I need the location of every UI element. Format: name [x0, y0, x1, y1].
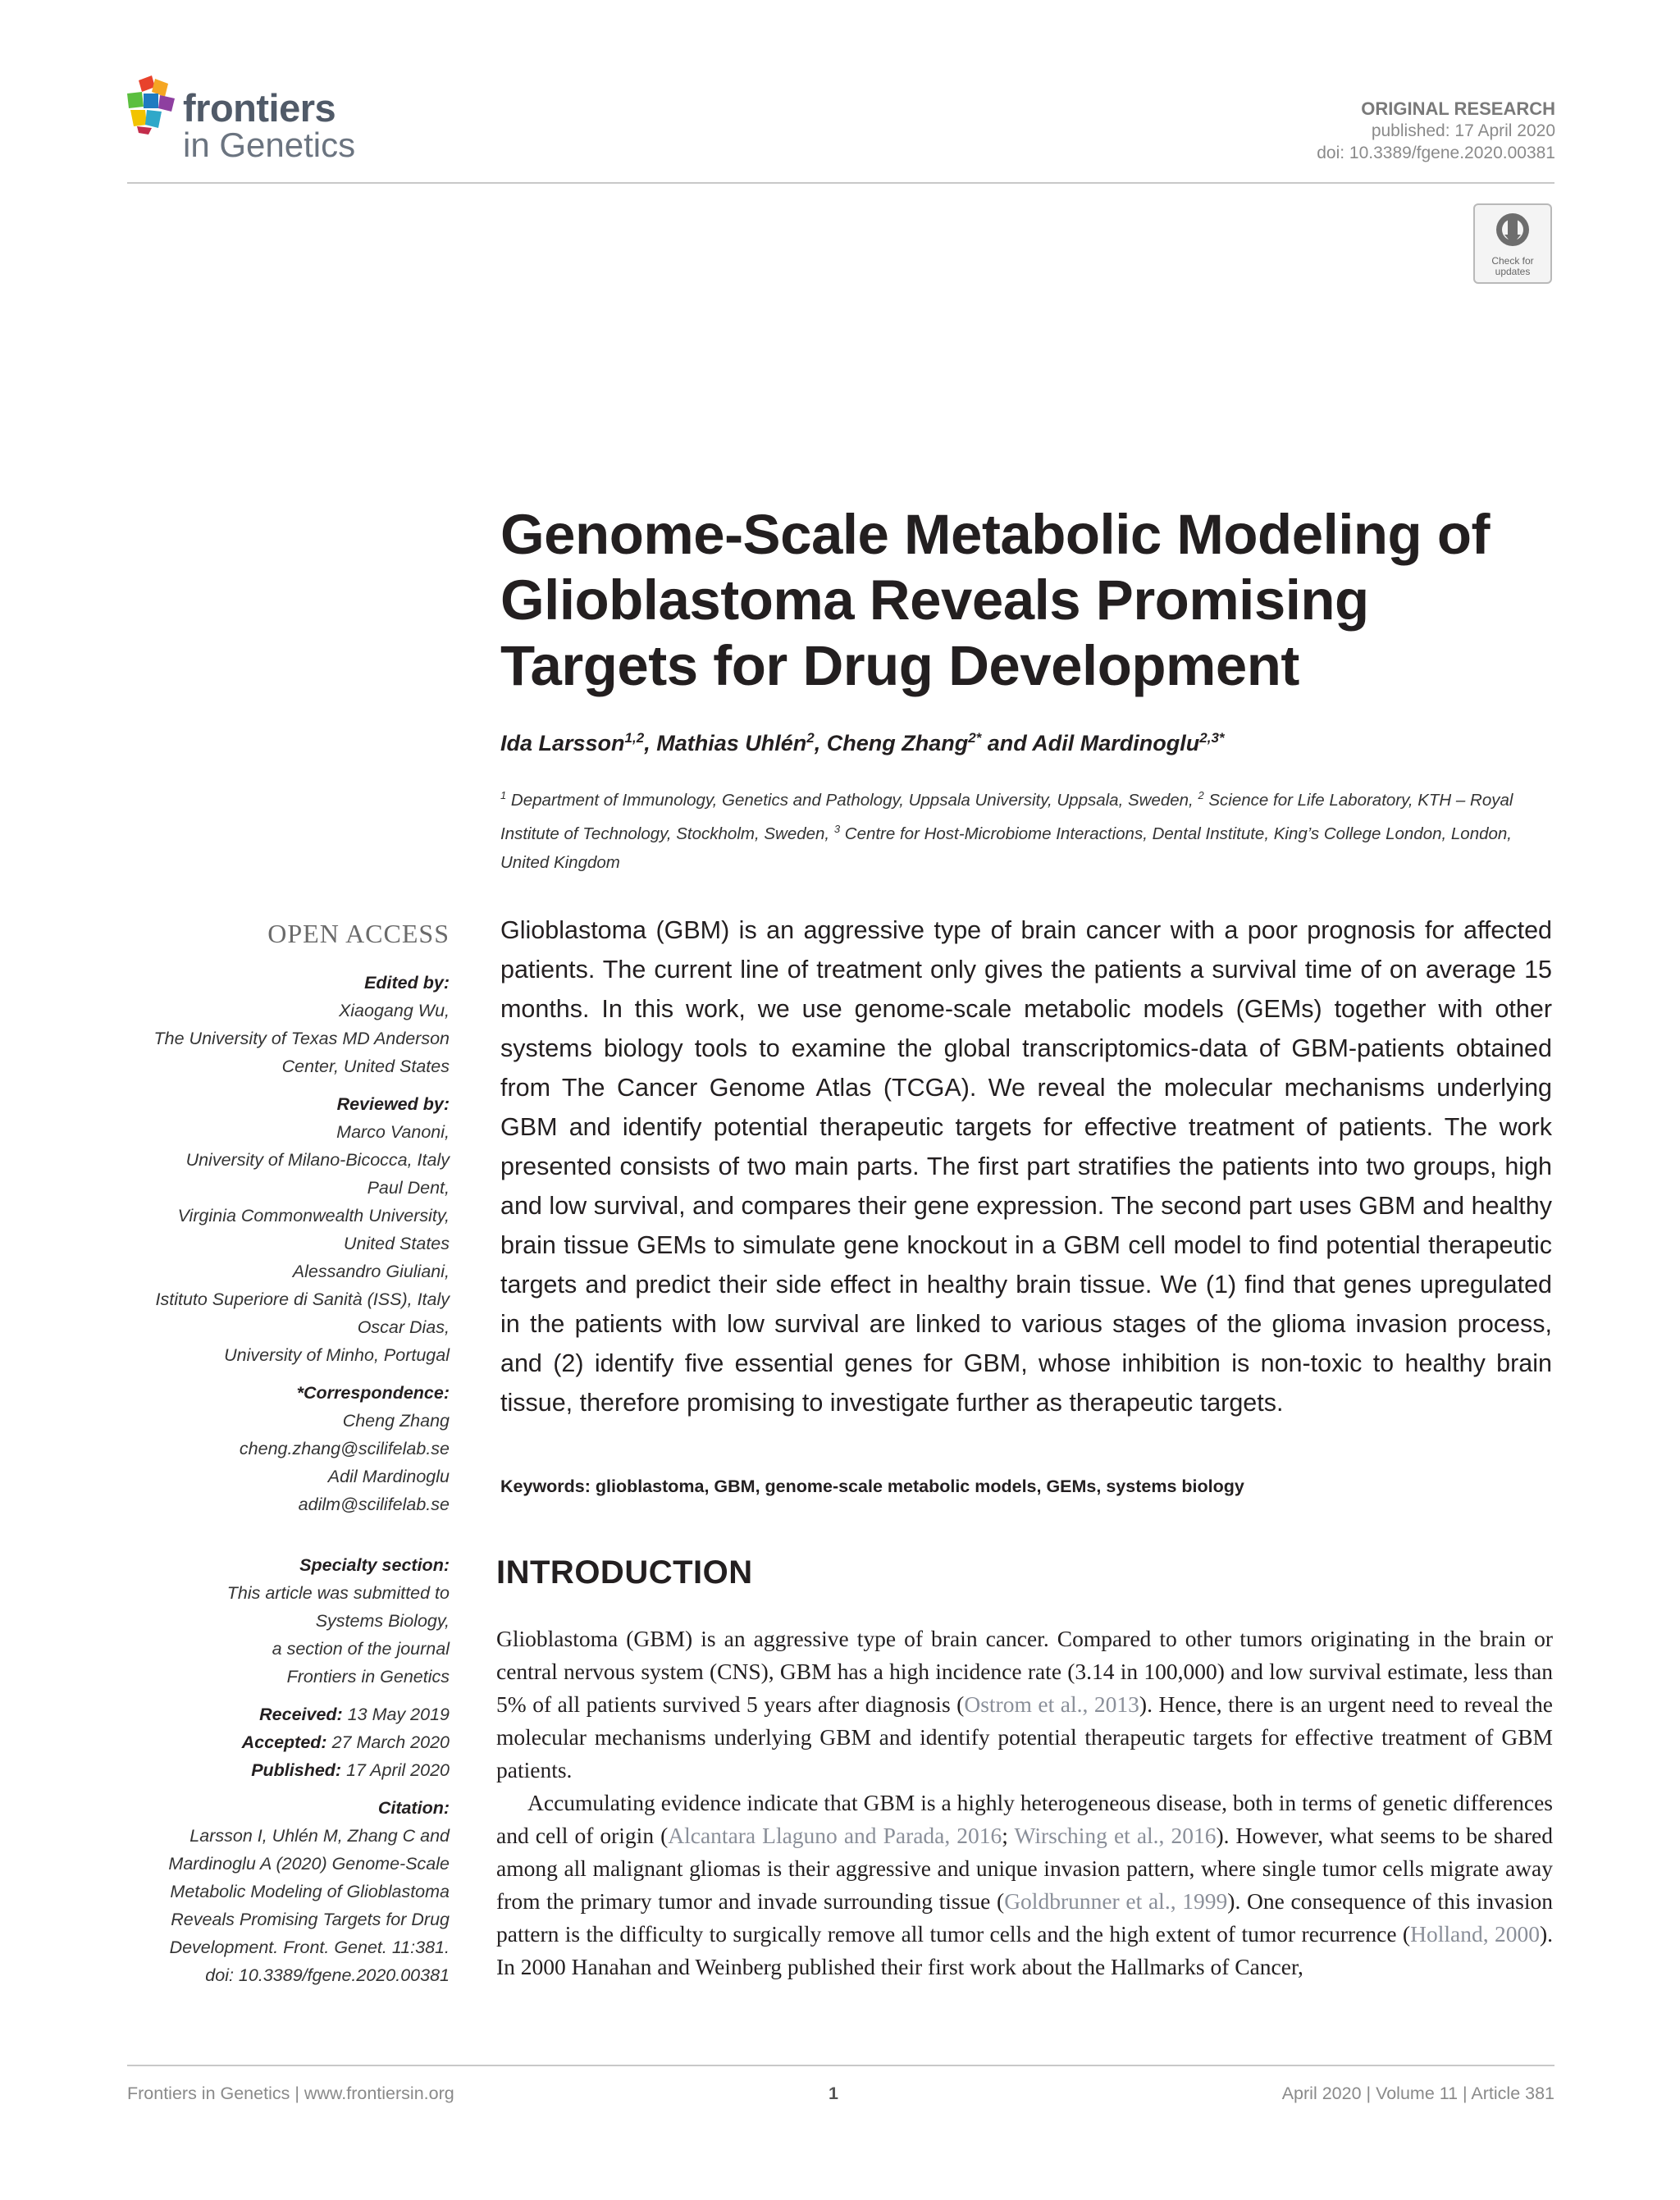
author-name[interactable]: Adil Mardinoglu: [1032, 731, 1200, 755]
specialty-section-label: Specialty section:: [299, 1555, 450, 1575]
editor-list: [123, 997, 450, 1080]
correspondence-line[interactable]: adilm@scilifelab.se: [298, 1495, 450, 1514]
reviewer-line: Marco Vanoni,: [336, 1122, 450, 1142]
reviewer-line: Alessandro Giuliani,: [292, 1262, 450, 1281]
author-affiliation-marker: 2*: [968, 730, 982, 746]
author-affiliation-marker: 1,2: [624, 730, 645, 746]
open-access-label: OPEN ACCESS: [267, 919, 450, 948]
reviewer-line: Istituto Superiore di Sanità (ISS), Italy: [155, 1289, 450, 1309]
correspondence-label: *Correspondence:: [296, 1383, 450, 1403]
citation-link[interactable]: Ostrom et al., 2013: [964, 1691, 1139, 1717]
specialty-line: a section of the journal: [272, 1639, 450, 1659]
citation-link[interactable]: Holland, 2000: [1410, 1921, 1540, 1947]
check-updates-label: Check for updates: [1491, 255, 1534, 277]
reviewer-line: Virginia Commonwealth University,: [177, 1206, 450, 1226]
citation-line: Mardinoglu A (2020) Genome-Scale: [168, 1854, 450, 1874]
reviewer-line: University of Minho, Portugal: [224, 1345, 450, 1365]
affiliation-number: 1: [500, 789, 507, 801]
article-title: Genome-Scale Metabolic Modeling of Glioblastoma Reveals Promising Targets for Drug Development: [500, 503, 1490, 697]
footer-issue-info: April 2020 | Volume 11 | Article 381: [1281, 2084, 1554, 2103]
paragraph: [496, 1787, 1553, 1983]
paragraph-text: ;: [1002, 1823, 1015, 1848]
affiliation-number: 2: [1198, 789, 1204, 801]
affiliations: [500, 781, 1559, 877]
doi[interactable]: doi: 10.3389/fgene.2020.00381: [1317, 144, 1555, 162]
header-divider: [127, 182, 1554, 184]
received-date: Received: 13 May 2019: [259, 1705, 450, 1724]
citation-label: Citation:: [377, 1798, 450, 1818]
paragraph: [496, 1623, 1553, 1787]
abstract: Glioblastoma (GBM) is an aggressive type of brain cancer with a poor prognosis for affected patients. The current line of treatment only gives the patients a survival time of on average 15 months. In this work, we use genome-scale metabolic models (GEMs) together with other systems biology tools to examine the global transcriptomics-data of GBM-patients obtained from The Cancer Genome Atlas (TCGA). We reveal the molecular mechanisms underlying GBM and identify potential therapeutic targets for effective treatment of patients. The work presented consists of two main parts. The first part stratifies the patients into two groups, high and low survival, and compares their gene expression. The second part uses GBM and healthy brain tissue GEMs to simulate gene knockout in a GBM cell model to find potential therapeutic targets and predict their side effect in healthy brain tissue. We (1) find that genes upregulated in the patients with low survival are linked to various stages of the glioma invasion process, and (2) identify five essential genes for GBM, whose inhibition is non-toxic to healthy brain tissue, therefore promising to investigate further as therapeutic targets.: [500, 916, 1552, 1417]
paragraph-text: Glioblastoma (GBM) is an aggressive type of brain cancer. Compared to other tumors originating in the brain or central nervous system (CNS), GBM has a high incidence rate (3.14 in 100,000) and low survival estimate, less than 5% of all patients survived 5 years after diagnosis (: [496, 1626, 1553, 1717]
article-type: ORIGINAL RESEARCH: [1361, 98, 1555, 119]
reviewer-line: United States: [343, 1234, 450, 1253]
citation-line: Metabolic Modeling of Glioblastoma: [170, 1882, 450, 1901]
editor-line: The University of Texas MD Anderson: [153, 1029, 450, 1048]
author-name[interactable]: Cheng Zhang: [826, 731, 969, 755]
citation-link[interactable]: Goldbrunner et al., 1999: [1004, 1888, 1228, 1914]
affiliation-number: 3: [833, 822, 841, 835]
editor-line: Center, United States: [281, 1057, 450, 1076]
correspondence-line: Cheng Zhang: [342, 1411, 450, 1431]
correspondence-line[interactable]: cheng.zhang@scilifelab.se: [239, 1439, 450, 1458]
frontiers-logo-icon: [127, 75, 178, 135]
affiliation-text: Department of Immunology, Genetics and Pathology, Uppsala University, Uppsala, Sweden,: [506, 790, 1198, 810]
accepted-date: Accepted: 27 March 2020: [241, 1732, 450, 1752]
reviewer-list: [123, 1118, 450, 1369]
reviewer-line: University of Milano-Bicocca, Italy: [185, 1150, 450, 1170]
correspondence-list: [123, 1407, 450, 1518]
footer-journal-link[interactable]: Frontiers in Genetics | www.frontiersin.org: [127, 2084, 454, 2103]
citation-text: [123, 1822, 450, 1989]
check-for-updates-button[interactable]: [1473, 203, 1552, 284]
citation-line: Larsson I, Uhlén M, Zhang C and: [189, 1826, 450, 1846]
citation-link[interactable]: Alcantara Llaguno and Parada, 2016: [668, 1823, 1002, 1848]
author-affiliation-marker: 2,3*: [1199, 730, 1225, 746]
citation-link[interactable]: Wirsching et al., 2016: [1014, 1823, 1217, 1848]
author-name[interactable]: Ida Larsson: [500, 731, 625, 755]
paragraph-text: ). One consequence of this invasion pattern is the difficulty to surgically remove all tumor cells and the high extent of tumor recurrence (: [496, 1888, 1553, 1947]
citation-line: Development. Front. Genet. 11:381.: [169, 1938, 450, 1957]
reviewed-by-label: Reviewed by:: [336, 1094, 450, 1114]
specialty-line: This article was submitted to: [226, 1583, 450, 1603]
published-date: published: 17 April 2020: [1371, 121, 1555, 140]
citation-line: doi: 10.3389/fgene.2020.00381: [205, 1965, 450, 1985]
specialty-line: Frontiers in Genetics: [286, 1667, 450, 1687]
edited-by-label: Edited by:: [364, 973, 450, 993]
correspondence-line: Adil Mardinoglu: [327, 1467, 450, 1486]
logo-wordmark: frontiers: [183, 86, 336, 130]
article-info-sidebar: [123, 919, 450, 1989]
specialty-line: Systems Biology,: [315, 1611, 450, 1631]
author-affiliation-marker: 2: [806, 730, 815, 746]
check-updates-icon: [1475, 205, 1550, 254]
keywords: Keywords: glioblastoma, GBM, genome-scale metabolic models, GEMs, systems biology: [500, 1477, 1244, 1496]
paragraph-text: ). Hence, there is an urgent need to reveal the molecular mechanisms underlying GBM and identify potential therapeutic targets for effective treatment of GBM patients.: [496, 1691, 1553, 1782]
section-heading-introduction: INTRODUCTION: [496, 1554, 753, 1591]
specialty-section: [123, 1579, 450, 1691]
introduction-body: [496, 1623, 1553, 1983]
affiliation-text: Science for Life Laboratory, KTH – Royal Institute of Technology, Stockholm, Sweden,: [500, 790, 1513, 843]
paragraph-text: ). However, what seems to be shared among all malignant gliomas is their aggressive and unique invasion pattern, where single tumor cells migrate away from the primary tumor and invade surrounding tissue (: [496, 1823, 1553, 1914]
editor-line: Xiaogang Wu,: [338, 1001, 450, 1020]
reviewer-line: Paul Dent,: [367, 1178, 450, 1198]
reviewer-line: Oscar Dias,: [357, 1317, 450, 1337]
footer-divider: [127, 2065, 1554, 2066]
author-name[interactable]: Mathias Uhlén: [656, 731, 807, 755]
logo-journal-name: in Genetics: [183, 126, 356, 164]
paragraph-text: Accumulating evidence indicate that GBM is a highly heterogeneous disease, both in terms of genetic differences and cell of origin (: [496, 1790, 1553, 1848]
citation-line: Reveals Promising Targets for Drug: [171, 1910, 450, 1929]
paragraph-text: ). In 2000 Hanahan and Weinberg published their first work about the Hallmarks of Cancer,: [496, 1921, 1553, 1979]
affiliation-text: Centre for Host-Microbiome Interactions, Dental Institute, King’s College London, London, United Kingdom: [500, 824, 1512, 872]
author-list: Ida Larsson$^{1,2}$, Mathias Uhlén$^2$, Cheng Zhang$^{2*}$ and Adil Mardinoglu$^{2,3*}$: [500, 730, 1225, 755]
journal-logo: [127, 72, 398, 167]
published-date-sidebar: Published: 17 April 2020: [251, 1760, 450, 1780]
page-number: 1: [829, 2084, 838, 2103]
